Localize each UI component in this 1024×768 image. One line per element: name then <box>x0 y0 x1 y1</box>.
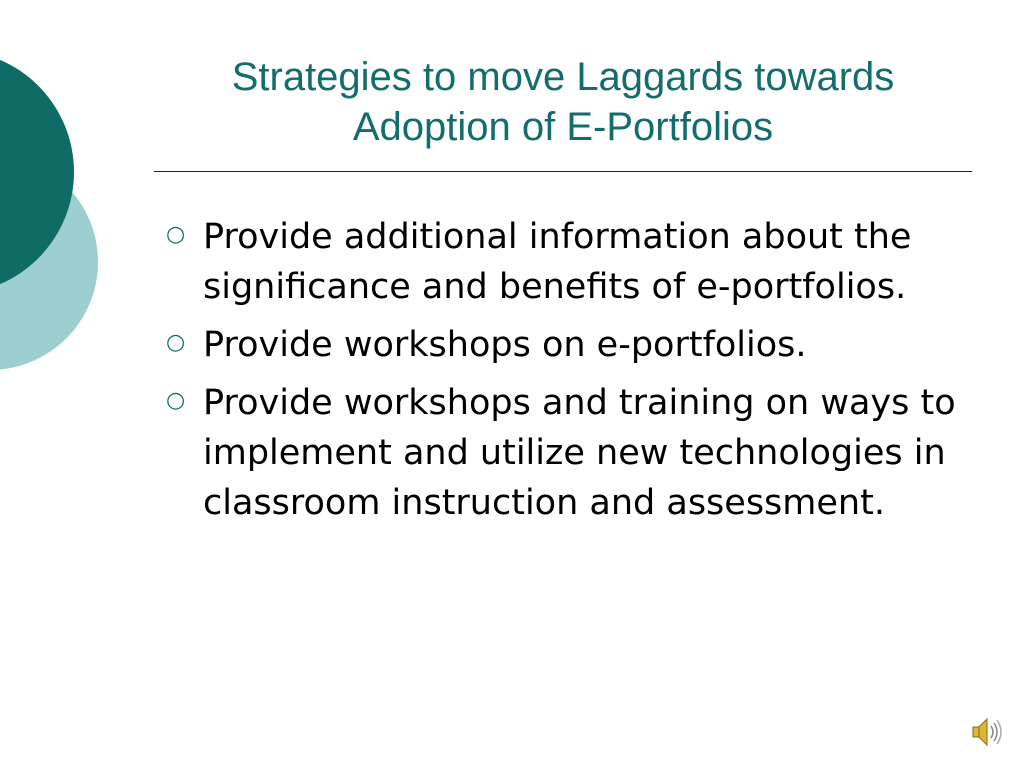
hollow-circle-bullet-icon: ○ <box>166 222 186 247</box>
speaker-icon[interactable] <box>970 714 1002 750</box>
decorative-circles <box>0 0 110 420</box>
title-line-1: Strategies to move Laggards towards <box>231 55 895 99</box>
hollow-circle-bullet-icon: ○ <box>166 388 186 413</box>
bullet-item <box>160 320 980 370</box>
bullet-item <box>160 378 980 528</box>
bullet-item <box>160 212 980 312</box>
bullet-text: Provide workshops on e-portfolios. <box>203 325 807 365</box>
bullet-text: Provide workshops and training on ways to implement and utilize new technologies in classroom instruction and assessment. <box>203 383 956 523</box>
bullet-list <box>160 212 980 536</box>
title-line-2: Adoption of E-Portfolios <box>352 105 774 149</box>
bullet-text: Provide additional information about the significance and benefits of e-portfolios. <box>203 217 912 307</box>
hollow-circle-bullet-icon: ○ <box>166 330 186 355</box>
slide-title <box>160 52 966 152</box>
title-divider <box>154 171 972 172</box>
